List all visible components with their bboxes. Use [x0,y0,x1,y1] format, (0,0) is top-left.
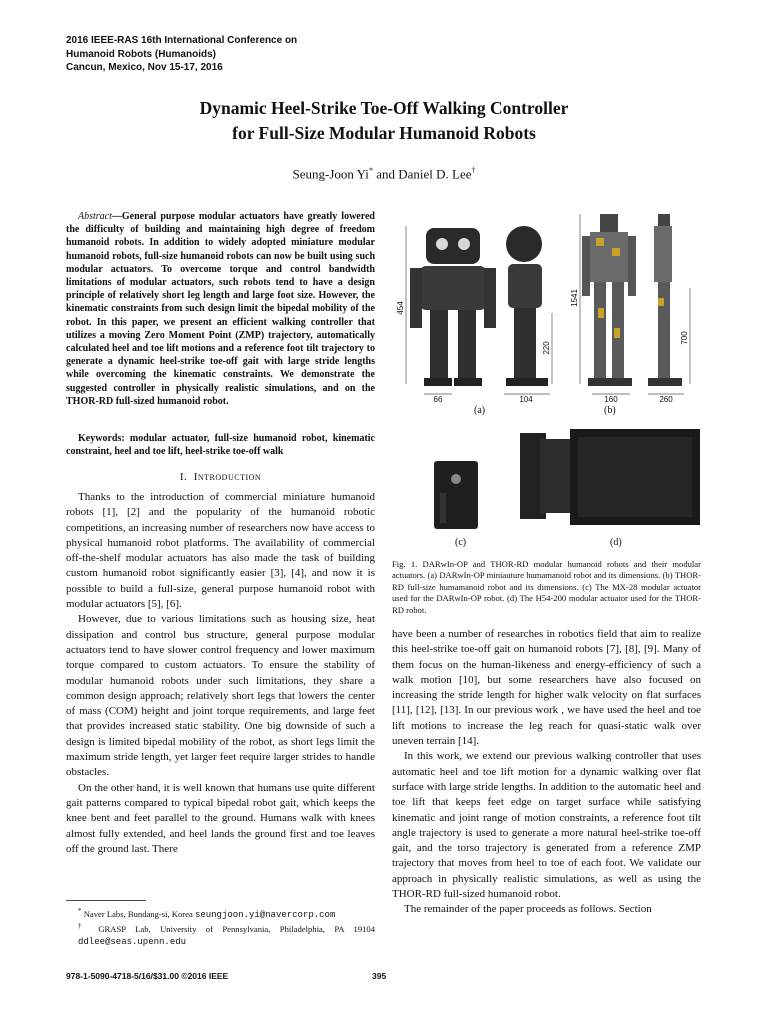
conference-line-1: 2016 IEEE-RAS 16th International Conference on [66,35,298,46]
footnote-2 [66,921,375,948]
intro-paragraph: have been a number of researches in robotics field that aim to realize this heel-strike toe-off gait on humanoid robots [7], [8], [9]. Many of them focus on the human-likeness and energy-efficiency of such a walk motion [10], but some researchers have also focused on increasing the stride length for higher walk velocity on flat surfaces [11], [12], [13]. In our previous work , we have used the heel and toe lift motions to increase the leg reach for quasi-static walk over uneven terrain [14]. [392,628,701,748]
actuator-h54-image [520,429,700,525]
copyright-footer: 978-1-5090-4718-5/16/$31.00 ©2016 IEEE [66,971,229,981]
footnote-1 [66,906,375,921]
footnotes [66,906,375,948]
intro-paragraph: However, due to various limitations such as housing size, heat dissipation and control bus structure, general purpose modular actuators tend to have slower control frequency and lower maximum torque compared to custom actuators. To ensure the stability of modular humanoid robots under such limitations, they share a common design approach; relatively short legs that lowers the center of mass (COM) height and joint torque requirements, and large feet that provides increased static stability. One big downside of such a design is limited bipedal mobility of the robot, as short legs limit the maximum stride length, yet larger feet require larger strides to handle obstacles. [66,613,375,779]
actuator-mx28-image [434,461,478,529]
intro-paragraph: The remainder of the paper proceeds as follows. Section [404,903,652,916]
dim-label: 700 [680,331,689,345]
robot-darwin-side-image [506,226,548,386]
author-list [0,166,768,182]
intro-paragraph: Thanks to the introduction of commercial miniature humanoid robots [1], [2] and the popularity of the humanoid robotic competitions, an increasing number of researchers now have access to physical humanoid robot platforms. The availability of commercial off-the-shelf modular actuators has also made the task of building custom humanoid robot significantly easier [3], [4], and now it is possible to build a full-size, general purpose humanoid robot with modular actuators [5], [6]. [66,491,375,611]
author-1: Seung-Joon Yi [292,166,369,182]
figure-label-c: (c) [455,537,467,548]
figure-caption: Fig. 1. DARwIn-OP and THOR-RD modular humanoid robots and their modular actuators. (a) DARwIn-OP miniauture humamanoid robot and its dimensions. (b) THOR-RD full-size humamanoid robot and its dimensions. (c) The MX-28 modular actuator used for the DARwIn-OP robot. (d) The H54-200 modular actuator used for the THOR-RD robot. [392,559,701,615]
title-line-1: Dynamic Heel-Strike Toe-Off Walking Controller [199,98,569,118]
paper-title [0,96,768,146]
footnote-1-text: Naver Labs, Bundang-si, Korea [81,908,195,919]
figure-label-a: (a) [474,405,486,416]
dim-label: 104 [519,395,533,404]
figure-label-d: (d) [610,537,622,548]
conference-header [66,34,297,75]
dim-label: 260 [659,395,673,404]
robot-thor-front-image [582,214,636,386]
figure-label-b: (b) [604,405,616,416]
title-line-2: for Full-Size Modular Humanoid Robots [232,123,536,143]
footnote-1-mark: * [78,907,82,915]
footnote-2-text: GRASP Lab, University of Pennsylvania, Philadelphia, PA 19104 [88,924,376,935]
author-conjunction: and [372,166,399,182]
intro-paragraph: In this work, we extend our previous walking controller that uses automatic heel and toe lift motion for a dynamic walking over flat surface with large stride lengths. In addition to the automatic heel and toe lift that keeps feet edge on target surface while satisfying kinematic and joint range of motion constraints, a reference foot tilt angle trajectory is used to generate a more natural heel-strike toe-off gait, and the torso trajectory is generated from a reference ZMP trajectory that moves from heel to toe of each foot. We validate our approach in physically realistic simulations, as well as using the THOR-RD full-sized humanoid robot. [392,750,701,901]
dim-label: 160 [604,395,618,404]
abstract-text: General purpose modular actuators have greatly lowered the difficulty of building and maintaining high degree of freedom humanoid robots. In addition to widely adopted miniature modular humanoid robots, full-size humanoid robots can now be built using such modular actuators. To overcome torque and control bandwidth limitations of modular actuators, such robots tend to have a design principle of relatively short leg length and large foot size. However, the kinematic constraints from such design limit the bipedal mobility of the robot. In this paper, we present an efficient walking controller that utilizes a moving Zero Moment Point (ZMP) trajectory, automatically calculated heel and toe lift motions and a reference foot tilt trajectory to generate a dynamic heel-strike toe-off gait with large stride lengths while overcoming the kinematic constraints. We demonstrate the suggested controller in physically realistic simulations, and on the THOR-RD full-sized humanoid robot. [66,211,375,407]
robot-thor-side-image [648,214,682,386]
abstract-dash: — [111,211,122,222]
section-title: Introduction [193,471,262,483]
dim-label: 220 [542,341,551,355]
intro-left-column [66,490,375,857]
conference-line-2: Humanoid Robots (Humanoids) [66,48,216,60]
section-number: I. [179,471,188,483]
dim-label: 1541 [570,289,579,307]
author-2: Daniel D. Lee [398,166,472,182]
page-number: 395 [372,971,387,981]
footnote-1-email[interactable]: seungjoon.yi@navercorp.com [194,909,336,920]
intro-paragraph: On the other hand, it is well known that humans use quite different gait patterns compared to typical bipedal robot gait, which keeps the knee bent and feet parallel to the ground. Humans walk with knees almost fully extended, and heel lands the ground first and toe leaves off the ground last. There [66,781,375,855]
dim-label: 454 [396,301,405,315]
conference-line-3: Cancun, Mexico, Nov 15-17, 2016 [66,62,223,73]
footnote-2-email[interactable]: ddlee@seas.upenn.edu [78,936,187,947]
author-2-mark: † [471,166,476,175]
abstract [66,210,375,408]
footnote-divider [66,900,146,901]
abstract-label: Abstract [78,211,112,222]
intro-right-column [392,627,701,918]
footnote-2-mark: † [78,922,89,931]
keywords [66,432,375,458]
keywords-text: Keywords: modular actuator, full-size humanoid robot, kinematic constraint, heel and toe lift, heel-strike toe-off walk [66,433,375,458]
author-1-mark: * [368,166,373,175]
figure-actuators-cd [420,425,710,535]
figure-robots-ab [392,208,704,404]
robot-darwin-front-image [410,228,496,386]
section-heading [66,471,375,483]
dim-label: 66 [433,395,443,404]
